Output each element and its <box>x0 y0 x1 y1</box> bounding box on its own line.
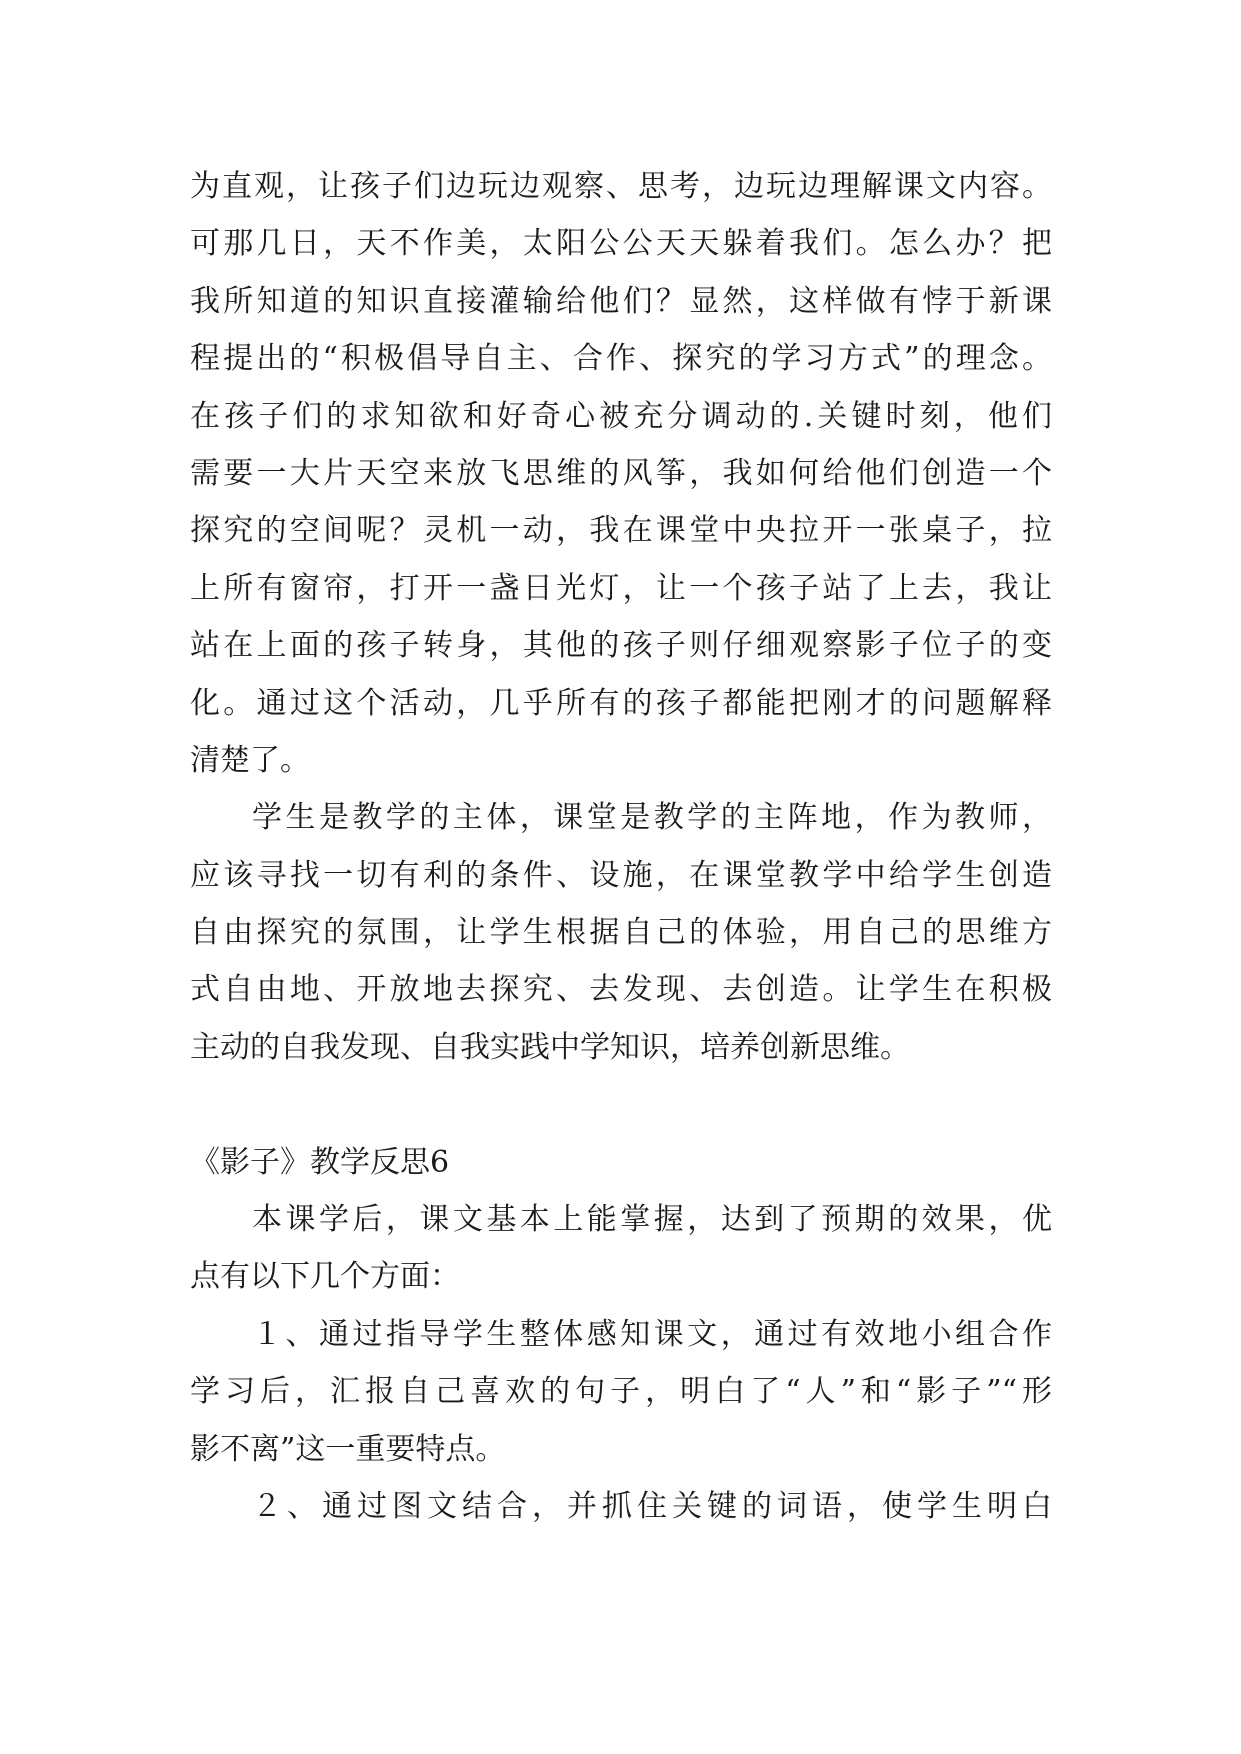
text-line: 站在上面的孩子转身，其他的孩子则仔细观察影子位子的变 <box>190 628 1052 664</box>
text-line: 清楚了。 <box>190 742 310 778</box>
paragraph-continued <box>190 158 1052 789</box>
text-line: 需要一大片天空来放飞思维的风筝，我如何给他们创造一个 <box>190 455 1052 491</box>
text-line: 可那几日，天不作美，太阳公公天天躲着我们。怎么办？把 <box>190 226 1052 262</box>
text-line: 我所知道的知识直接灌输给他们？显然，这样做有悖于新课 <box>190 283 1052 319</box>
text-line: 式自由地、开放地去探究、去发现、去创造。让学生在积极 <box>190 972 1052 1008</box>
text-line: 点有以下几个方面： <box>190 1259 460 1295</box>
section-heading: 《影子》教学反思6 <box>190 1144 450 1180</box>
text-line: 主动的自我发现、自我实践中学知识，培养创新思维。 <box>190 1029 910 1065</box>
text-line: 探究的空间呢？灵机一动，我在课堂中央拉开一张桌子，拉 <box>190 513 1052 549</box>
paragraph-intro <box>190 1191 1052 1306</box>
text-line: 为直观，让孩子们边玩边观察、思考，边玩边理解课文内容。 <box>190 169 1052 204</box>
text-line: 自由探究的氛围，让学生根据自己的体验，用自己的思维方 <box>190 915 1052 951</box>
list-item-1 <box>190 1306 1052 1478</box>
text-line: 程提出的“积极倡导自主、合作、探究的学习方式”的理念。 <box>190 341 1052 377</box>
text-line: １、通过指导学生整体感知课文，通过有效地小组合作 <box>252 1316 1052 1352</box>
text-line: 本课学后，课文基本上能掌握，达到了预期的效果，优 <box>252 1202 1052 1238</box>
text-line: 影不离”这一重要特点。 <box>190 1431 506 1467</box>
text-line: ２、通过图文结合，并抓住关键的词语，使学生明白 <box>252 1488 1052 1524</box>
paragraph-gap <box>190 1076 1052 1133</box>
list-item-2 <box>190 1478 1052 1535</box>
text-line: 学习后，汇报自己喜欢的句子，明白了“人”和“影子”“形 <box>190 1374 1052 1410</box>
paragraph-student-subject <box>190 789 1052 1076</box>
text-line: 学生是教学的主体，课堂是教学的主阵地，作为教师， <box>252 800 1052 836</box>
text-line: 在孩子们的求知欲和好奇心被充分调动的.关键时刻，他们 <box>190 398 1052 434</box>
document-body <box>190 158 1052 1535</box>
text-line: 化。通过这个活动，几乎所有的孩子都能把刚才的问题解释 <box>190 685 1052 721</box>
text-line: 应该寻找一切有利的条件、设施，在课堂教学中给学生创造 <box>190 857 1052 893</box>
text-line: 上所有窗帘，打开一盏日光灯，让一个孩子站了上去，我让 <box>190 570 1052 606</box>
